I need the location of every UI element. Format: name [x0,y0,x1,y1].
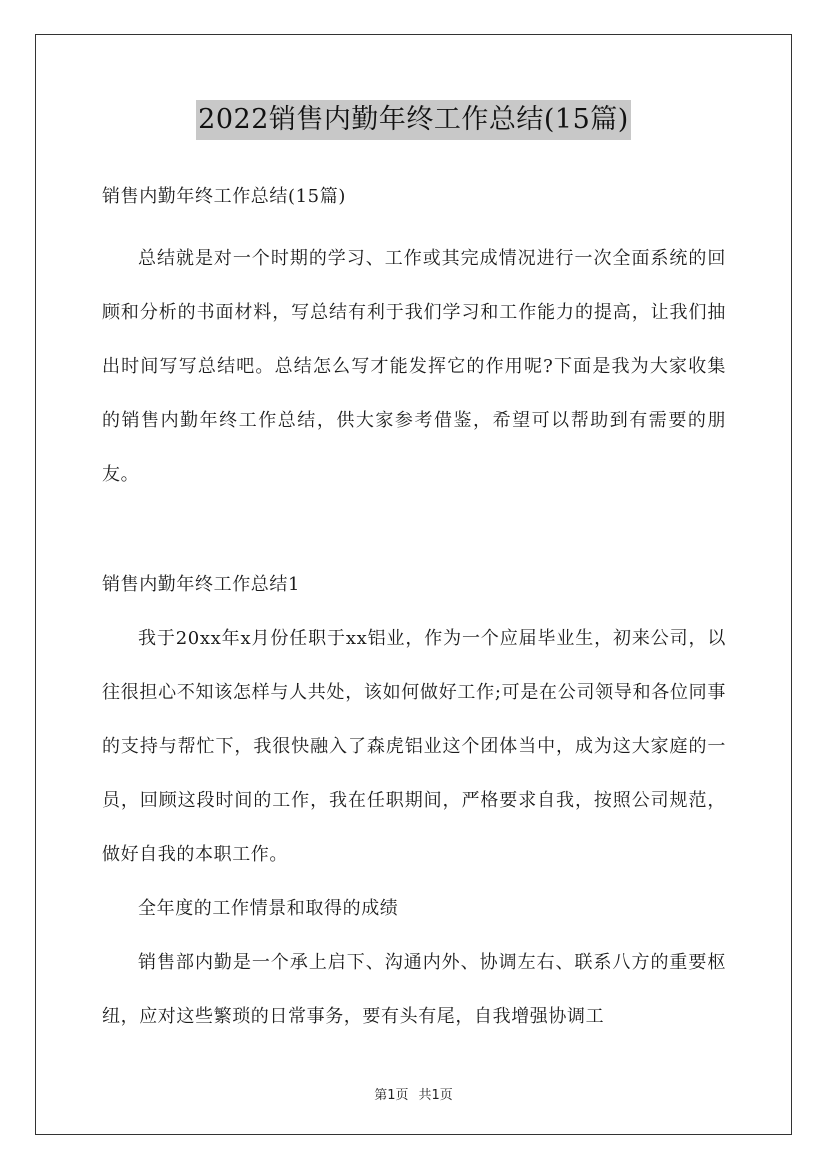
document-subtitle: 销售内勤年终工作总结(15篇) [102,186,346,207]
page-number: 第1页 [374,1088,409,1103]
section-spacer [102,502,726,558]
document-title: 2022销售内勤年终工作总结(15篇) [196,100,631,140]
section-heading: 销售内勤年终工作总结1 [102,574,301,595]
section-paragraph-1: 我于20xx年x月份任职于xx铝业，作为一个应届毕业生，初来公司，以往很担心不知该怎样与人共处，该如何做好工作;可是在公司领导和各位同事的支持与帮忙下，我很快融入了森虎铝业这个团体当中，成为这大家庭的一员，回顾这段时间的工作，我在任职期间，严格要求自我，按照公司规范，做好自我的本职工作。 [102,628,726,865]
intro-paragraph: 总结就是对一个时期的学习、工作或其完成情况进行一次全面系统的回顾和分析的书面材料，写总结有利于我们学习和工作能力的提高，让我们抽出时间写写总结吧。总结怎么写才能发挥它的作用呢?下面是我为大家收集的销售内勤年终工作总结，供大家参考借鉴，希望可以帮助到有需要的朋友。 [102,248,726,485]
section-paragraph-2: 全年度的工作情景和取得的成绩 [138,898,399,919]
section-paragraph-3: 销售部内勤是一个承上启下、沟通内外、协调左右、联系八方的重要枢纽，应对这些繁琐的日常事务，要有头有尾，自我增强协调工 [102,952,726,1027]
title-container [0,100,827,140]
page-footer [0,1084,827,1103]
page-total: 共1页 [418,1088,453,1103]
document-body [102,178,726,1044]
